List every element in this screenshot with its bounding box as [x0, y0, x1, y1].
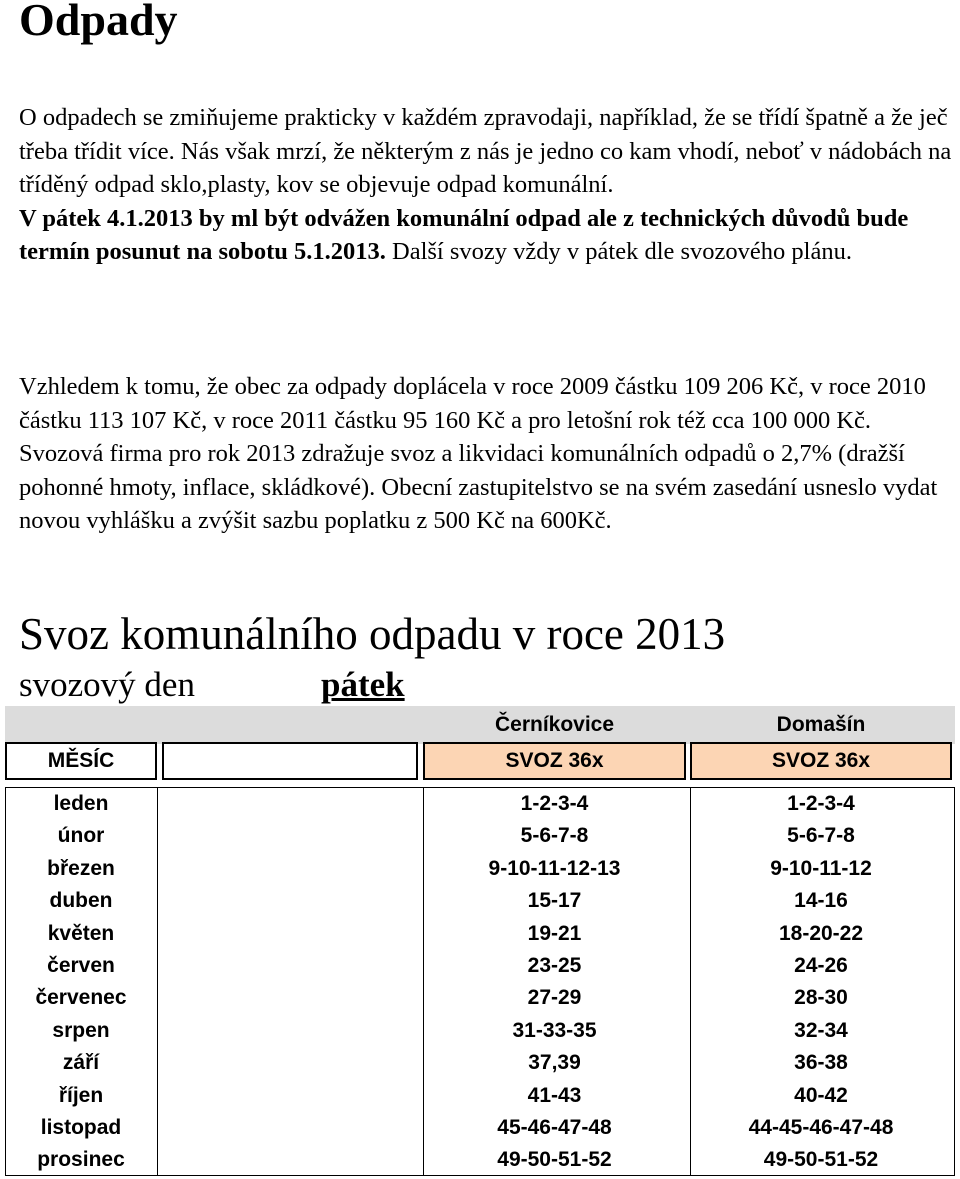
- cernikovice-dates-cell: 49-50-51-52: [497, 1148, 612, 1172]
- domasin-dates-cell: 9-10-11-12: [770, 856, 872, 880]
- month-cell: srpen: [52, 1018, 110, 1042]
- table-row: [5, 1144, 955, 1176]
- table-row: [5, 820, 955, 852]
- domasin-dates-cell: 44-45-46-47-48: [748, 1116, 894, 1139]
- domasin-dates-cell: 40-42: [794, 1083, 848, 1107]
- domasin-dates-cell: 49-50-51-52: [763, 1148, 879, 1172]
- svoz-count-domasin: SVOZ 36x: [690, 742, 952, 780]
- intro-text: O odpadech se zmiňujeme prakticky v každém zpravodaji, například, že se třídí špatně a že ječ třeba třídit více. Nás však mrzí, že některým z nás je jedno co kam vhodí, neboť v nádobách na tříděný odpad sklo,plasty, kov se objevuje odpad komunální.: [19, 104, 952, 199]
- intro-paragraph: [19, 101, 954, 269]
- domasin-dates-cell: 24-26: [794, 954, 848, 977]
- page-title: Odpady: [19, 0, 178, 45]
- month-cell: červenec: [35, 986, 127, 1010]
- table-row: [5, 1112, 955, 1144]
- table-row: [5, 1080, 955, 1112]
- month-cell: říjen: [58, 1083, 104, 1107]
- domasin-dates-cell: 28-30: [794, 986, 848, 1010]
- cernikovice-dates-cell: 19-21: [527, 921, 582, 945]
- table-row: [5, 918, 955, 950]
- collection-day-line: [19, 663, 405, 707]
- table-row: [5, 950, 955, 982]
- date-notice: V pátek 4.1.2013 by ml být odvážen komunální odpad ale z technických důvodů bude termín posunut na sobotu 5.1.2013.: [19, 204, 909, 266]
- month-cell: březen: [47, 856, 115, 880]
- cernikovice-dates-cell: 27-29: [527, 986, 582, 1010]
- svoz-count-cernikovice: SVOZ 36x: [423, 742, 686, 780]
- empty-header-cell: [162, 742, 418, 780]
- domasin-dates-cell: 32-34: [794, 1018, 848, 1042]
- table-row: [5, 853, 955, 885]
- domasin-dates-cell: 5-6-7-8: [787, 824, 855, 848]
- table-row: [5, 885, 955, 917]
- month-cell: červen: [47, 954, 115, 977]
- month-cell: září: [62, 1051, 100, 1075]
- collection-day-label: svozový den: [19, 665, 195, 704]
- schedule-heading: Svoz komunálního odpadu v roce 2013: [19, 609, 726, 659]
- table-row: [5, 1015, 955, 1047]
- cernikovice-dates-cell: 9-10-11-12-13: [488, 856, 621, 880]
- month-cell: únor: [57, 824, 105, 848]
- table-row: [5, 788, 955, 820]
- month-cell: leden: [53, 792, 109, 815]
- column-header-cernikovice: Černíkovice: [494, 713, 615, 736]
- cernikovice-dates-cell: 23-25: [527, 954, 582, 977]
- month-cell: prosinec: [37, 1148, 125, 1172]
- table-row: [5, 982, 955, 1014]
- cernikovice-dates-cell: 31-33-35: [512, 1018, 597, 1042]
- month-cell: duben: [49, 889, 113, 913]
- domasin-dates-cell: 18-20-22: [778, 921, 864, 945]
- domasin-dates-cell: 36-38: [794, 1051, 848, 1075]
- month-cell: listopad: [40, 1116, 122, 1139]
- month-header: MĚSÍC: [5, 742, 157, 780]
- fee-paragraph: Vzhledem k tomu, že obec za odpady doplácela v roce 2009 částku 109 206 Kč, v roce 2010 částku 113 107 Kč, v roce 2011 částku 95 160 Kč a pro letošní rok též cca 100 000 Kč. Svozová firma pro rok 2013 zdražuje svoz a likvidaci komunálních odpadů o 2,7% (dražší pohonné hmoty, inflace, skládkové). Obecní zastupitelstvo se na svém zasedání usneslo vydat novou vyhlášku a zvýšit sazbu poplatku z 500 Kč na 600Kč.: [19, 373, 938, 535]
- domasin-dates-cell: 14-16: [794, 889, 848, 913]
- cernikovice-dates-cell: 41-43: [527, 1083, 582, 1107]
- cernikovice-dates-cell: 1-2-3-4: [520, 792, 589, 815]
- month-cell: květen: [47, 921, 115, 945]
- cernikovice-dates-cell: 37,39: [528, 1051, 581, 1075]
- cernikovice-dates-cell: 5-6-7-8: [520, 824, 589, 848]
- collection-day-value: pátek: [321, 665, 405, 704]
- cernikovice-dates-cell: 45-46-47-48: [497, 1116, 612, 1139]
- intro-text-end: Další svozy vždy v pátek dle svozového plánu.: [385, 238, 852, 266]
- cernikovice-dates-cell: 15-17: [527, 889, 582, 913]
- column-header-domasin: Domašín: [776, 713, 866, 736]
- table-row: [5, 1047, 955, 1079]
- domasin-dates-cell: 1-2-3-4: [787, 792, 855, 815]
